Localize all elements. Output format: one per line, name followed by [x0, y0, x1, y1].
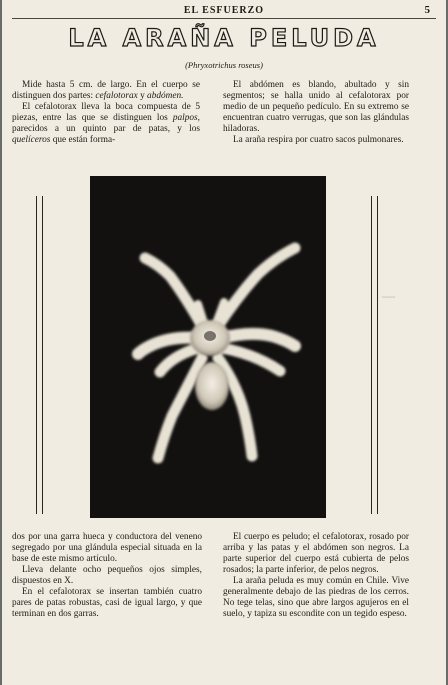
- text-column-4: [223, 532, 409, 620]
- paragraph: En el cefalotorax se insertan también cuatro pares de patas robustas, casi de igual largo, y que terminan en dos garras.: [12, 587, 202, 619]
- page-number: 5: [424, 4, 430, 16]
- paragraph: Mide hasta 5 cm. de largo. En el cuerpo se distinguen dos partes: cefalotorax y abdómen.: [12, 80, 200, 101]
- text-column-2: [223, 80, 409, 146]
- tarantula-image: [90, 176, 326, 518]
- paragraph: El cuerpo es peludo; el cefalotorax, rosado por arriba y las patas y el abdómen son negros. La parte superior del cuerpo está cubierta de pelos rosados; la parte inferior, de pelos negros.: [223, 532, 409, 575]
- paragraph: La araña respira por cuatro sacos pulmonares.: [233, 135, 404, 145]
- page-header: [12, 4, 436, 19]
- magazine-name: EL ESFUERZO: [183, 5, 265, 16]
- left-rule-outer: [36, 196, 37, 514]
- paragraph: dos por una garra hueca y conductora del veneno segregado por una glándula especial situada en la base de este mismo artículo.: [12, 532, 202, 564]
- paragraph: La araña peluda es muy común en Chile. Vive generalmente debajo de las piedras de los cerros. No tege telas, sino que abre largos agujeros en el suelo, y tapiza su escondite con un tegido espeso.: [223, 576, 409, 619]
- article-title: LA ARAÑA PELUDA: [68, 24, 380, 52]
- magazine-page: [2, 0, 446, 685]
- article-subtitle: (Phryxotrichus roseus): [185, 60, 263, 70]
- right-rule-inner: [371, 196, 372, 514]
- text-column-1: [12, 80, 200, 146]
- show-through-mark: —: [382, 288, 395, 303]
- paragraph: El abdómen es blando, abultado y sin segmentos; se halla unido al cefalotorax por medio de un pequeño pedículo. En su extremo se encuentran cuatro verrugas, que son las glándulas hiladoras.: [223, 80, 409, 134]
- text-column-3: [12, 532, 202, 620]
- paragraph: Lleva delante ocho pequeños ojos simples, dispuestos en X.: [12, 565, 202, 586]
- spider-photo: [90, 176, 326, 518]
- right-rule-outer: [377, 196, 378, 514]
- left-rule-inner: [42, 196, 43, 514]
- paragraph: El cefalotorax lleva la boca compuesta de 5 piezas, entre las que se distinguen los palpos, parecidos a un quinto par de patas, y los quelíceros que están forma-: [12, 102, 200, 145]
